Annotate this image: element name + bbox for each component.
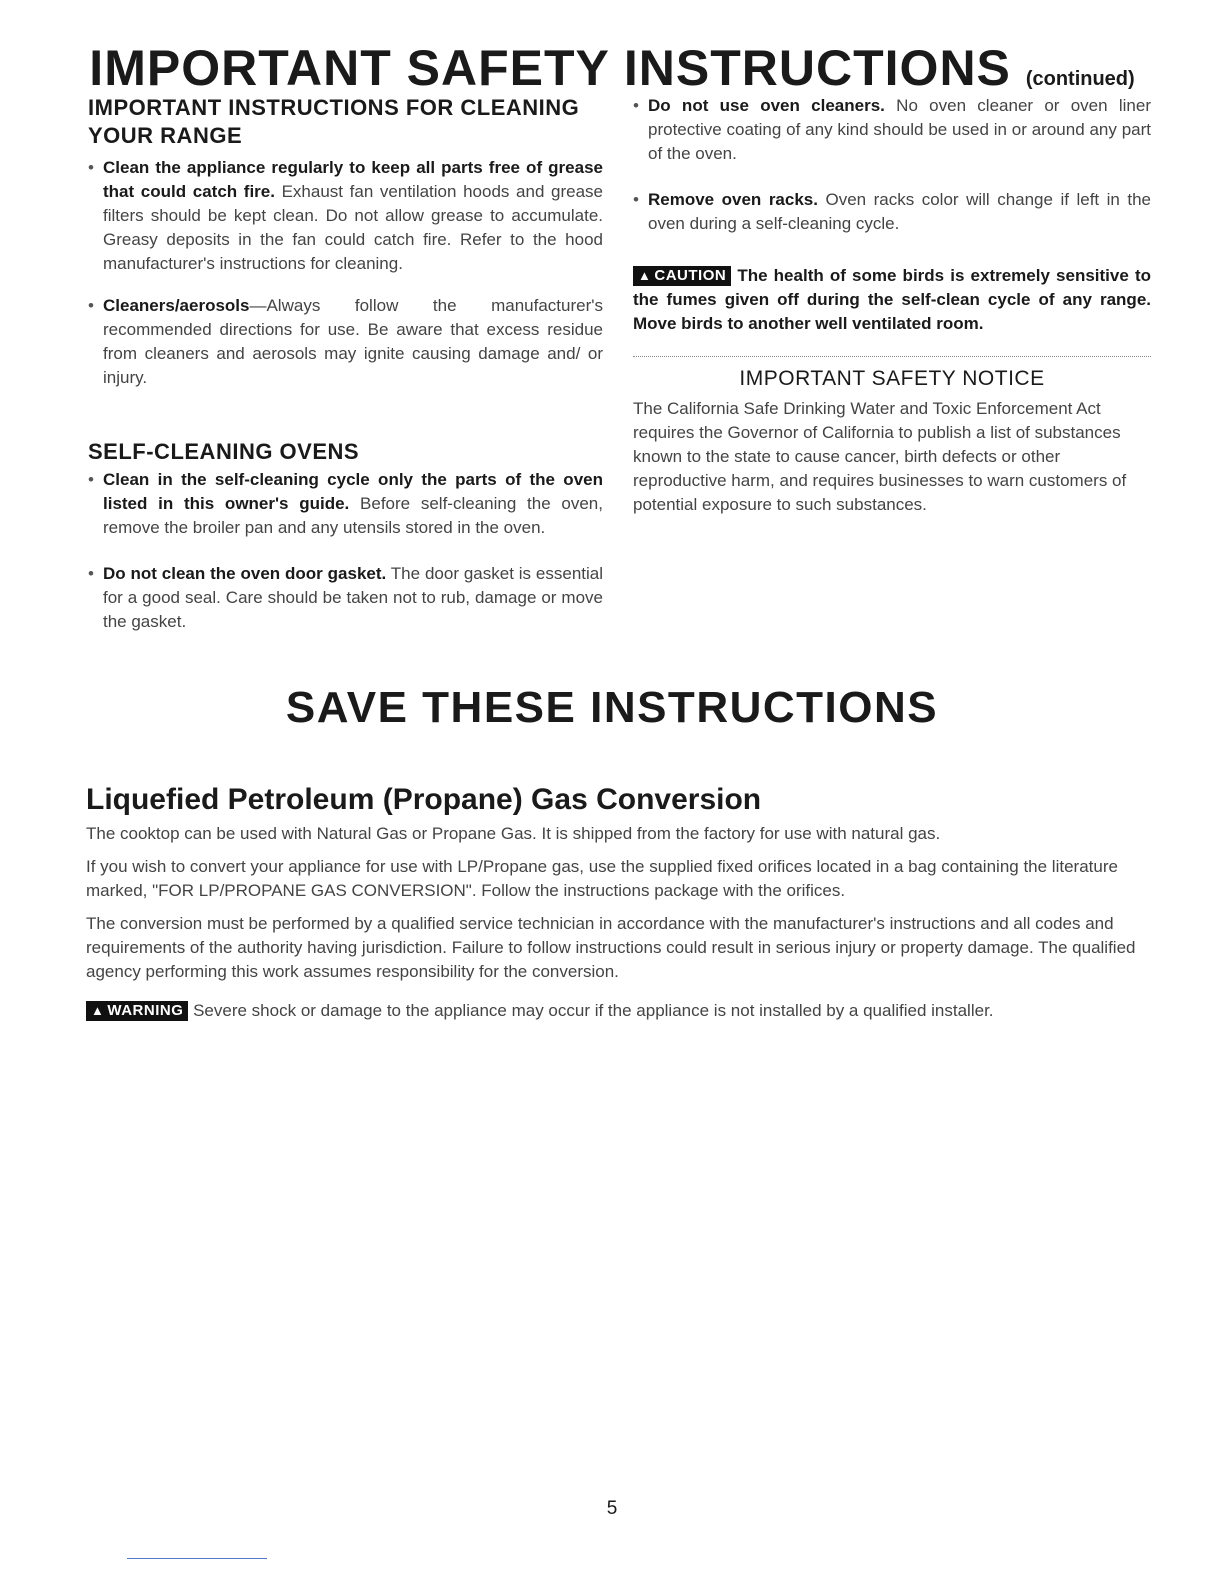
warning-notice [86,999,1152,1023]
item-text: Before self-cleaning the oven, remove the broiler pan and any utensils stored in the oven. [103,494,603,537]
self-clean-item [88,468,603,540]
item-bold: Do not clean the oven door gasket. [103,564,387,583]
oven-item [633,188,1151,236]
bullet-icon: • [88,296,94,315]
bullet-icon: • [88,158,94,177]
warning-badge [86,1001,188,1021]
self-clean-heading: SELF-CLEANING OVENS [88,439,360,464]
bullet-icon: • [633,96,639,115]
caution-text: The health of some birds is extremely sensitive to the fumes given off during the self-clean cycle of any range. Move birds to another well ventilated room. [633,266,1151,333]
item-text: No oven cleaner or oven liner protective coating of any kind should be used in or around any part of the oven. [648,96,1151,163]
item-text: —Always follow the manufacturer's recommended directions for use. Be aware that excess residue from cleaners and aerosols may ignite causing damage and/ or injury. [103,296,603,387]
lp-conversion-title: Liquefied Petroleum (Propane) Gas Conversion [86,783,762,816]
oven-item [633,94,1151,166]
item-bold: Remove oven racks. [648,190,818,209]
notice-title: IMPORTANT SAFETY NOTICE [739,367,1045,390]
caution-notice [633,264,1151,336]
item-bold: Cleaners/aerosols [103,296,250,315]
bullet-icon: • [88,470,94,489]
notice-body: The California Safe Drinking Water and Toxic Enforcement Act requires the Governor of California to publish a list of substances known to the state to cause cancer, birth defects or other reproductive harm, and requires businesses to warn customers of potential exposure to such substances. [633,399,1127,514]
warning-text: Severe shock or damage to the appliance may occur if the appliance is not installed by a qualified installer. [188,1001,994,1020]
warning-triangle-icon: ▲ [638,268,652,283]
cleaning-item [88,294,603,390]
bullet-icon: • [633,190,639,209]
item-text: Oven racks color will change if left in the oven during a self-cleaning cycle. [648,190,1152,233]
page-title-text: IMPORTANT SAFETY INSTRUCTIONS [89,40,1011,96]
bullet-icon: • [88,564,94,583]
warning-triangle-icon: ▲ [91,1003,105,1018]
item-bold: Clean the appliance regularly to keep all parts free of grease that could catch fire. [103,158,603,201]
save-instructions-title: SAVE THESE INSTRUCTIONS [285,683,939,732]
self-clean-item [88,562,603,634]
lp-paragraph-2: If you wish to convert your appliance for use with LP/Propane gas, use the supplied fixed orifices located in a bag containing the literature marked, "FOR LP/PROPANE GAS CONVERSION". Follow the instructions package with the orifices. [86,857,1118,900]
item-text: Exhaust fan ventilation hoods and grease filters should be kept clean. Do not allow grease to accumulate. Greasy deposits in the fan could catch fire. Refer to the hood manufacturer's instructions for cleaning. [103,182,604,273]
item-bold: Do not use oven cleaners. [648,96,885,115]
cleaning-heading: IMPORTANT INSTRUCTIONS FOR CLEANING YOUR RANGE [88,95,580,148]
caution-badge [633,266,731,286]
left-column [88,94,603,634]
warning-label: WARNING [107,1002,184,1019]
footer-rule [127,1558,267,1559]
lp-paragraph-1: The cooktop can be used with Natural Gas or Propane Gas. It is shipped from the factory for use with natural gas. [86,824,941,843]
page-number: 5 [606,1498,618,1519]
right-column [633,94,1151,517]
caution-label: CAUTION [654,267,727,284]
continued-label: (continued) [1025,68,1135,90]
lp-paragraph-3: The conversion must be performed by a qualified service technician in accordance with the manufacturer's instructions and all codes and requirements of the authority having jurisdiction. Failure to follow instructions could result in serious injury or property damage. The qualified agency performing this work assumes responsibility for the conversion. [86,914,1136,981]
cleaning-item [88,156,603,276]
item-bold: Clean in the self-cleaning cycle only the parts of the oven listed in this owner's guide. [103,470,603,513]
item-text: The door gasket is essential for a good seal. Care should be taken not to rub, damage or move the gasket. [103,564,604,631]
